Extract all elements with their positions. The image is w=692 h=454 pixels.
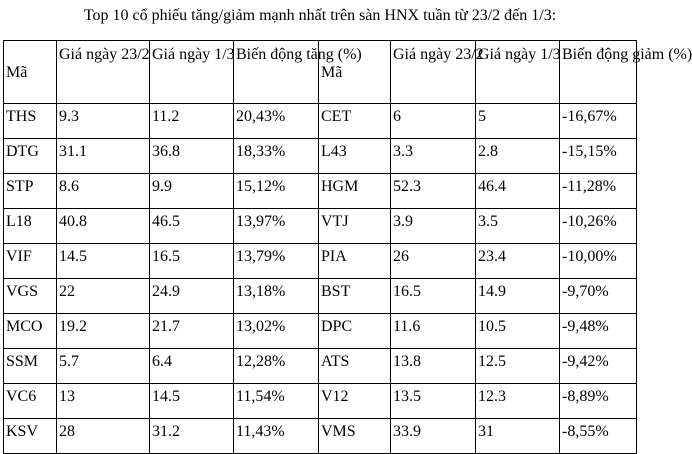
cell-loser-price-end: 23.4 xyxy=(476,244,560,279)
cell-gainer-code: L18 xyxy=(4,209,57,244)
cell-gainer-change: 20,43% xyxy=(234,104,319,139)
cell-gainer-code: SSM xyxy=(4,349,57,384)
table-row xyxy=(4,314,637,349)
cell-gainer-price-start: 9.3 xyxy=(57,104,150,139)
cell-gainer-price-start: 14.5 xyxy=(57,244,150,279)
cell-gainer-change: 13,18% xyxy=(234,279,319,314)
cell-loser-change: -8,89% xyxy=(560,384,637,419)
cell-gainer-price-end: 14.5 xyxy=(150,384,234,419)
cell-loser-price-start: 6 xyxy=(391,104,476,139)
cell-gainer-change: 13,79% xyxy=(234,244,319,279)
cell-gainer-code: DTG xyxy=(4,139,57,174)
cell-gainer-price-end: 24.9 xyxy=(150,279,234,314)
cell-gainer-code: VGS xyxy=(4,279,57,314)
stock-movers-table xyxy=(3,40,692,454)
cell-loser-change: -9,42% xyxy=(560,349,637,384)
cell-loser-price-start: 52.3 xyxy=(391,174,476,209)
cell-loser-code: ATS xyxy=(319,349,391,384)
cell-loser-change: -11,28% xyxy=(560,174,637,209)
table-body xyxy=(4,41,692,454)
header-gainer-code: Mã xyxy=(4,41,57,104)
header-loser-price-start: Giá ngày 23/2 xyxy=(391,41,476,104)
cell-loser-price-end: 12.5 xyxy=(476,349,560,384)
table-row xyxy=(4,209,637,244)
cell-loser-price-start: 16.5 xyxy=(391,279,476,314)
cell-loser-price-end: 5 xyxy=(476,104,560,139)
cell-gainer-price-start: 5.7 xyxy=(57,349,150,384)
header-loser-price-end: Giá ngày 1/3 xyxy=(476,41,560,104)
cell-loser-code: PIA xyxy=(319,244,391,279)
cell-gainer-price-end: 6.4 xyxy=(150,349,234,384)
cell-gainer-change: 11,54% xyxy=(234,384,319,419)
cell-gainer-price-start: 19.2 xyxy=(57,314,150,349)
cell-gainer-price-start: 40.8 xyxy=(57,209,150,244)
cell-loser-change: -10,26% xyxy=(560,209,637,244)
table-row xyxy=(4,244,637,279)
cell-loser-price-start: 26 xyxy=(391,244,476,279)
cell-loser-price-end: 31 xyxy=(476,419,560,454)
cell-gainer-price-start: 13 xyxy=(57,384,150,419)
cell-loser-change: -9,48% xyxy=(560,314,637,349)
table-caption: Top 10 cổ phiếu tăng/giảm mạnh nhất trên sàn HNX tuần từ 23/2 đến 1/3: xyxy=(83,7,557,24)
cell-gainer-code: THS xyxy=(4,104,57,139)
cell-gainer-price-start: 28 xyxy=(57,419,150,454)
cell-gainer-change: 12,28% xyxy=(234,349,319,384)
cell-loser-price-start: 11.6 xyxy=(391,314,476,349)
cell-loser-code: L43 xyxy=(319,139,391,174)
cell-loser-price-end: 46.4 xyxy=(476,174,560,209)
cell-gainer-price-start: 22 xyxy=(57,279,150,314)
header-gainer-price-start: Giá ngày 23/2 xyxy=(57,41,150,104)
cell-loser-change: -15,15% xyxy=(560,139,637,174)
header-gainer-change: Biến động tăng (%) xyxy=(234,41,319,104)
table-row xyxy=(4,174,637,209)
cell-gainer-price-end: 31.2 xyxy=(150,419,234,454)
cell-gainer-code: MCO xyxy=(4,314,57,349)
cell-loser-price-start: 3.3 xyxy=(391,139,476,174)
cell-loser-price-end: 2.8 xyxy=(476,139,560,174)
table-row xyxy=(4,279,637,314)
cell-loser-change: -8,55% xyxy=(560,419,637,454)
table-row xyxy=(4,349,637,384)
cell-gainer-price-end: 46.5 xyxy=(150,209,234,244)
cell-loser-code: VTJ xyxy=(319,209,391,244)
cell-loser-code: VMS xyxy=(319,419,391,454)
cell-gainer-price-end: 16.5 xyxy=(150,244,234,279)
cell-gainer-change: 18,33% xyxy=(234,139,319,174)
cell-loser-code: HGM xyxy=(319,174,391,209)
cell-loser-code: DPC xyxy=(319,314,391,349)
cell-loser-price-start: 33.9 xyxy=(391,419,476,454)
cell-loser-price-start: 13.8 xyxy=(391,349,476,384)
cell-gainer-price-end: 21.7 xyxy=(150,314,234,349)
cell-loser-code: CET xyxy=(319,104,391,139)
header-loser-code: Mã xyxy=(319,41,391,104)
cell-loser-price-end: 12.3 xyxy=(476,384,560,419)
cell-loser-price-end: 3.5 xyxy=(476,209,560,244)
cell-gainer-code: VC6 xyxy=(4,384,57,419)
header-gainer-price-end: Giá ngày 1/3 xyxy=(150,41,234,104)
table-row xyxy=(4,104,637,139)
cell-loser-price-end: 10.5 xyxy=(476,314,560,349)
table-row xyxy=(4,139,637,174)
header-row xyxy=(4,41,637,104)
cell-gainer-price-end: 11.2 xyxy=(150,104,234,139)
table-row xyxy=(4,419,637,454)
cell-loser-change: -16,67% xyxy=(560,104,637,139)
cell-gainer-change: 11,43% xyxy=(234,419,319,454)
cell-gainer-code: KSV xyxy=(4,419,57,454)
cell-loser-change: -9,70% xyxy=(560,279,637,314)
cell-gainer-price-start: 31.1 xyxy=(57,139,150,174)
cell-gainer-change: 13,02% xyxy=(234,314,319,349)
cell-gainer-change: 15,12% xyxy=(234,174,319,209)
cell-loser-change: -10,00% xyxy=(560,244,637,279)
cell-loser-price-start: 3.9 xyxy=(391,209,476,244)
cell-gainer-price-end: 9.9 xyxy=(150,174,234,209)
cell-loser-price-start: 13.5 xyxy=(391,384,476,419)
header-loser-change: Biến động giảm (%) xyxy=(560,41,637,104)
cell-gainer-code: VIF xyxy=(4,244,57,279)
cell-gainer-price-end: 36.8 xyxy=(150,139,234,174)
table-row xyxy=(4,384,637,419)
cell-gainer-price-start: 8.6 xyxy=(57,174,150,209)
cell-gainer-code: STP xyxy=(4,174,57,209)
cell-loser-code: V12 xyxy=(319,384,391,419)
cell-loser-code: BST xyxy=(319,279,391,314)
cell-gainer-change: 13,97% xyxy=(234,209,319,244)
cell-loser-price-end: 14.9 xyxy=(476,279,560,314)
